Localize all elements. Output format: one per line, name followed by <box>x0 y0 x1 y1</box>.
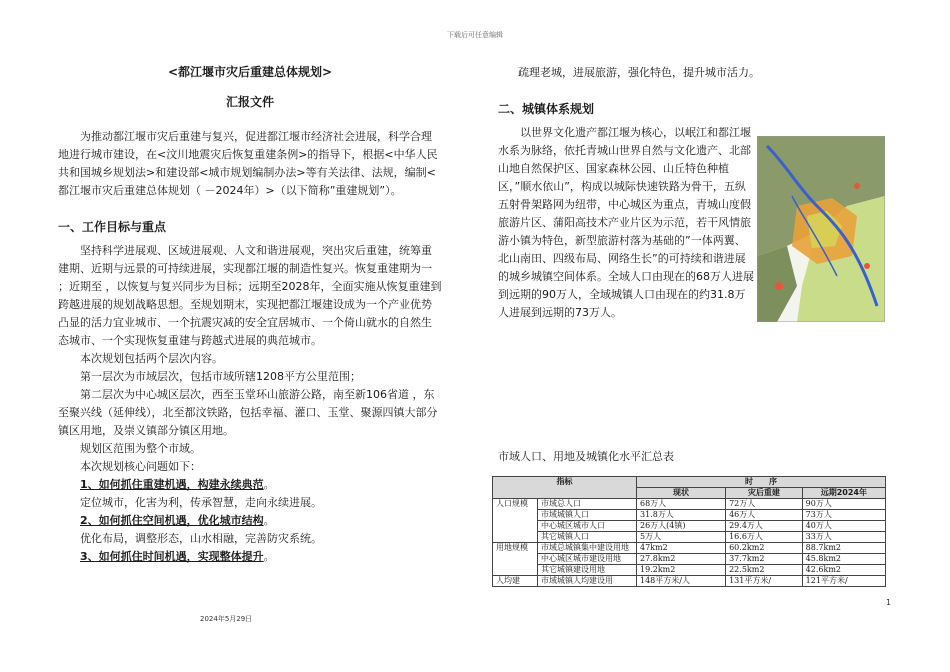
document-title: <都江堰市灾后重建总体规划> <box>167 65 333 79</box>
table-row: 其它城镇人口 5万人 16.6万人 33万人 <box>493 532 886 543</box>
header-current: 现状 <box>637 488 726 499</box>
page-header: 下载后可任意编辑 <box>447 31 503 39</box>
group-population: 人口规模 <box>493 499 538 543</box>
core-issue-1: 1、如何抓住重建机遇，构建永续典范。 <box>80 478 275 491</box>
goals-paragraph: 坚持科学进展观、区域进展观、人文和谐进展观，突出灾后重建，统筹重建期、近期与远景的可持续进展，实现都江堰的制造性复兴。恢复重建期为一 ；近期至 ，以恢复与复兴同步为目标；远期至2028年，全面实施从恢复重建到跨越进展的规划战略思想。至规划期末，实现把都江堰建设成为一个产业优势凸显的活力宜业城市、一个抗震灾减的安全宜居城市、一个倚山就水的自然生态城市、一个实现恢复重建与跨越式进展的典范城市。 <box>58 244 442 347</box>
page-number: 1 <box>886 598 892 607</box>
continued-text: 疏理老城，进展旅游，强化特色，提升城市活力。 <box>518 66 760 79</box>
table-row: 用地规模 市域总城镇集中建设用地 47km2 60.2km2 88.7km2 <box>493 543 886 554</box>
table-row: 市域城镇人口 31.8万人 46万人 73万人 <box>493 510 886 521</box>
footer-date: 2024年5月29日 <box>200 615 253 623</box>
planning-area: 规划区范围为整个市域。 <box>80 442 201 455</box>
table-row: 人口规模 市域总人口 68万人 72万人 90万人 <box>493 499 886 510</box>
table-row: 中心城区城市人口 26万人(4镇) 29.4万人 40万人 <box>493 521 886 532</box>
core-issue-1-desc: 定位城市，化害为利，传承智慧，走向永续进展。 <box>80 496 322 509</box>
town-system-paragraph: 以世界文化遗产都江堰为核心，以岷江和都江堰水系为脉络，依托青城山世界自然与文化遗产、北部山地自然保护区、国家森林公园、山丘特色种植区，”顺水依山”，构成以城际快速铁路为骨干，五纵五射骨架路网为纽带，中心城区为重点，青城山度假旅游片区、蒲阳高技术产业片区为示范，若干风情旅游小镇为特色，新型旅游村落为基础的”一体两翼、北山南田、四级布局、网络生长”的可持续和谐进展的城乡城镇空间体系。全域人口由现在的68万人进展到远期的90万人，全域城镇人口由现在的约31.8万人进展到远期的73万人。 <box>498 126 754 319</box>
table-row: 其它城镇建设用地 19.2km2 22.5km2 42.6km2 <box>493 565 886 576</box>
header-indicator: 指标 <box>493 477 637 499</box>
header-long-term: 远期2024年 <box>802 488 885 499</box>
group-land: 用地规模 <box>493 543 538 576</box>
regional-plan-map <box>757 136 885 322</box>
scope-level-two: 第二层次为中心城区层次，西至玉堂环山旅游公路，南至新106省道 ，东至聚兴线（延伸线），北至都汶铁路，包括幸福、灌口、玉堂、聚源四镇大部分镇区用地，及崇义镇部分镇区用地。 <box>58 388 438 437</box>
core-issue-2: 2、如何抓住空间机遇，优化城市结构。 <box>80 514 275 527</box>
intro-paragraph: 为推动都江堰市灾后重建与复兴，促进都江堰市经济社会进展，科学合理地进行城市建设，在<汶川地震灾后恢复重建条例>的指导下，根据<中华人民共和国城乡规划法>和建设部<城市规划编制办法>等有关法律、法规，编制<都江堰市灾后重建总体规划（ －2024年）>（以下简称”重建规划”）。 <box>58 130 438 197</box>
group-per-capita: 人均建 <box>493 576 538 587</box>
scope-paragraph: 本次规划包括两个层次内容。 <box>80 352 223 365</box>
header-period: 时 序 <box>637 477 886 488</box>
core-issue-2-desc: 优化布局，调整形态，山水相融，完善防灾系统。 <box>80 532 322 545</box>
core-issue-3: 3、如何抓住时间机遇，实现整体提升。 <box>80 550 275 563</box>
scope-level-one: 第一层次为市域层次，包括市域所辖1208平方公里范围； <box>80 370 361 383</box>
document-subtitle: 汇报文件 <box>225 95 274 109</box>
table-row: 人均建 市域城镇人均建设用 148平方米/人 131平方米/ 121平方米/ <box>493 576 886 587</box>
section-heading-town-system: 二、城镇体系规划 <box>498 102 595 116</box>
table-title: 市域人口、用地及城镇化水平汇总表 <box>498 450 674 463</box>
section-heading-goals: 一、工作目标与重点 <box>58 220 167 234</box>
table-row: 中心城区城市建设用地 27.8km2 37.7km2 45.8km2 <box>493 554 886 565</box>
core-issues-intro: 本次规划核心问题如下： <box>80 460 201 473</box>
header-post-disaster: 灾后重建 <box>726 488 803 499</box>
summary-table <box>492 476 886 587</box>
left-column <box>58 64 442 566</box>
